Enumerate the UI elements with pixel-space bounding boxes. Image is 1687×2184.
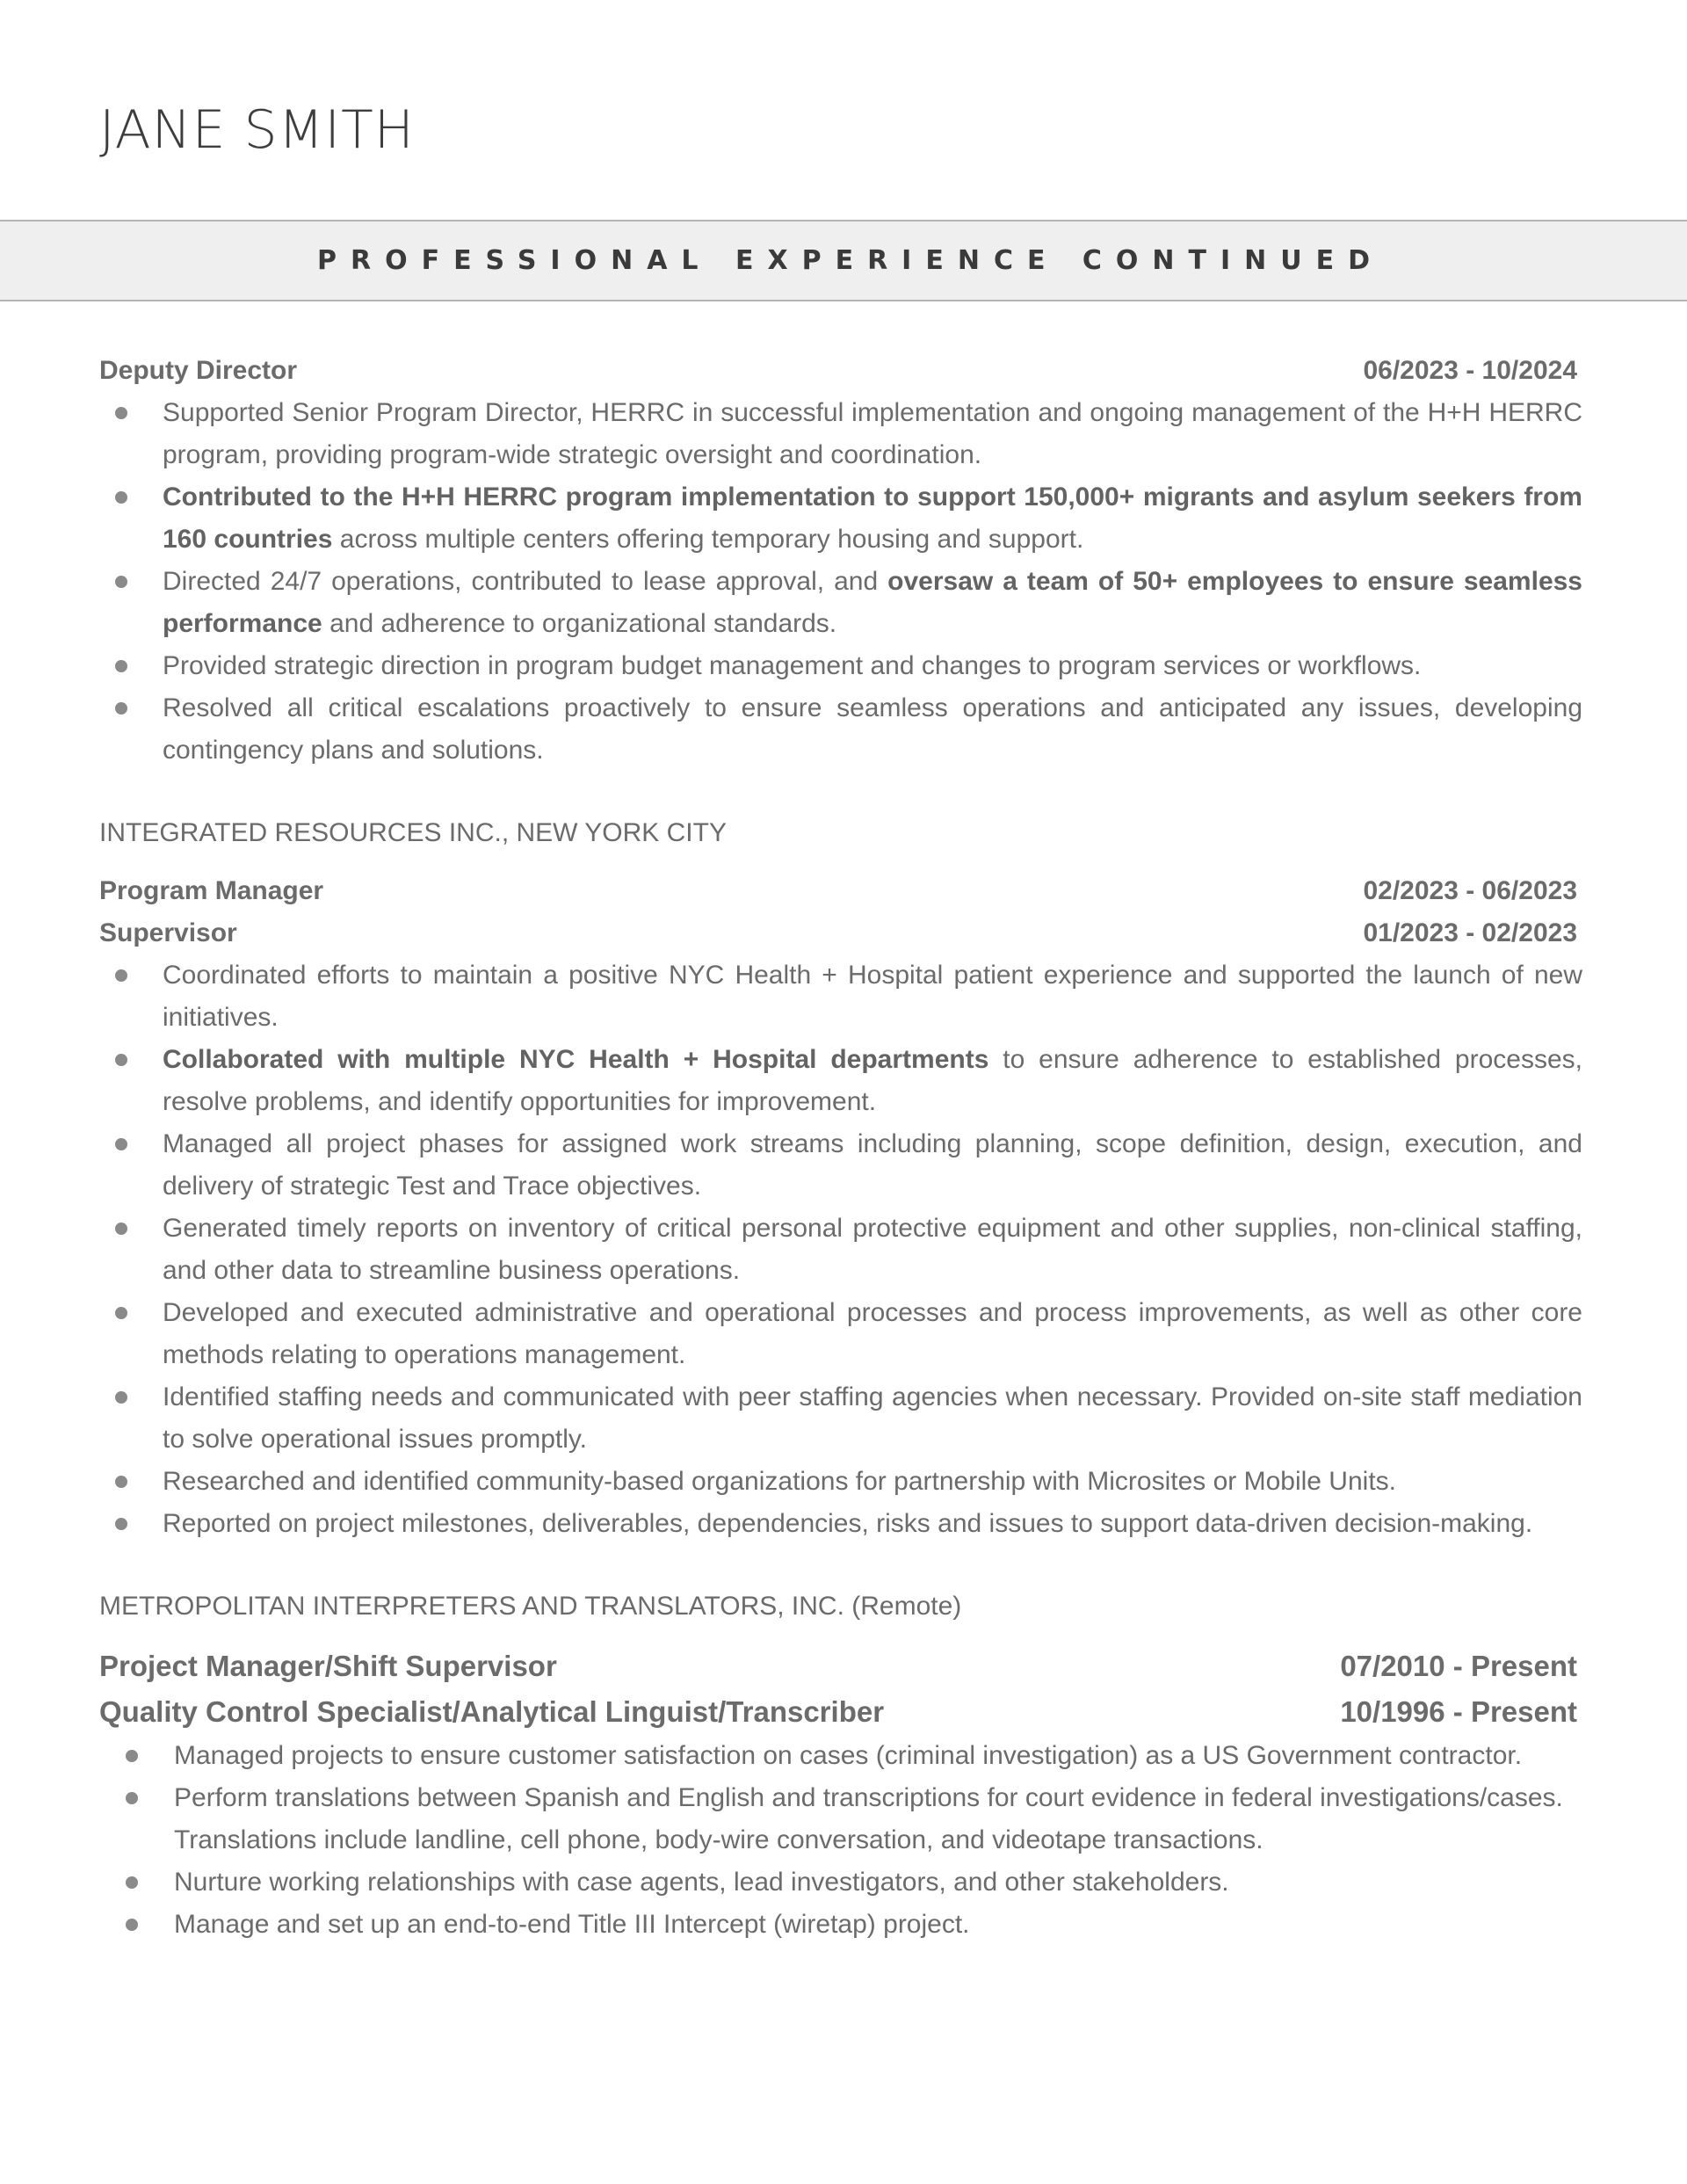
bullet-icon	[115, 969, 127, 982]
job1-bullets	[99, 392, 1582, 772]
list-item: Resolved all critical escalations proactively to ensure seamless operations and anticipated any issues, developing contingency plans and solutions.	[99, 687, 1582, 772]
list-item: Contributed to the H+H HERRC program implementation to support 150,000+ migrants and asylum seekers from 160 countries across multiple centers offering temporary housing and support.	[99, 476, 1582, 561]
section-header-band	[0, 220, 1687, 301]
job-title: Deputy Director	[99, 356, 298, 385]
job-dates: 10/1996 - Present	[1340, 1695, 1577, 1728]
bullet-icon	[115, 491, 127, 504]
list-item: Generated timely reports on inventory of critical personal protective equipment and other supplies, non-clinical staffing, and other data to streamline business operations.	[99, 1208, 1582, 1292]
bullet-icon	[115, 576, 127, 588]
bullet-icon	[115, 1138, 127, 1150]
job-deputy-director	[99, 350, 1582, 392]
job-quality-control	[99, 1689, 1582, 1735]
job-title: Project Manager/Shift Supervisor	[99, 1650, 557, 1682]
job-dates: 07/2010 - Present	[1340, 1650, 1577, 1682]
job-title: Supervisor	[99, 918, 237, 947]
candidate-name: JANE SMITH	[99, 99, 415, 161]
list-item: Managed projects to ensure customer satisfaction on cases (criminal investigation) as a US Government contractor.	[99, 1735, 1582, 1777]
job-dates: 06/2023 - 10/2024	[1363, 356, 1577, 385]
bullet-icon	[115, 1391, 127, 1404]
job3-bullets	[99, 1735, 1582, 1946]
job-dates: 01/2023 - 02/2023	[1363, 918, 1577, 947]
list-item: Collaborated with multiple NYC Health + Hospital departments to ensure adherence to established processes, resolve problems, and identify opportunities for improvement.	[99, 1039, 1582, 1123]
list-item: Perform translations between Spanish and English and transcriptions for court evidence in federal investigations/cases. Translations include landline, cell phone, body-wire conversation, and videotape transactions.	[99, 1777, 1582, 1861]
bullet-icon	[115, 1223, 127, 1235]
job2-bullets	[99, 954, 1582, 1545]
list-item: Developed and executed administrative and operational processes and process improvements, as well as other core methods relating to operations management.	[99, 1292, 1582, 1376]
experience-content	[99, 350, 1582, 1946]
list-item: Manage and set up an end-to-end Title III Intercept (wiretap) project.	[99, 1904, 1582, 1946]
list-item: Managed all project phases for assigned work streams including planning, scope definition, design, execution, and delivery of strategic Test and Trace objectives.	[99, 1123, 1582, 1208]
list-item: Supported Senior Program Director, HERRC in successful implementation and ongoing management of the H+H HERRC program, providing program-wide strategic oversight and coordination.	[99, 392, 1582, 476]
job-title: Program Manager	[99, 876, 324, 905]
list-item: Coordinated efforts to maintain a positive NYC Health + Hospital patient experience and supported the launch of new initiatives.	[99, 954, 1582, 1039]
bullet-icon	[126, 1919, 138, 1931]
bullet-icon	[115, 1054, 127, 1066]
bullet-icon	[126, 1750, 138, 1762]
bullet-icon	[115, 407, 127, 419]
job-dates: 02/2023 - 06/2023	[1363, 876, 1577, 905]
company-name: METROPOLITAN INTERPRETERS AND TRANSLATORS, INC. (Remote)	[99, 1592, 962, 1621]
job-project-manager	[99, 1643, 1582, 1689]
list-item: Identified staffing needs and communicated with peer staffing agencies when necessary. Provided on-site staff mediation to solve operational issues promptly.	[99, 1376, 1582, 1461]
list-item: Reported on project milestones, deliverables, dependencies, risks and issues to support data-driven decision-making.	[99, 1503, 1582, 1545]
job-supervisor	[99, 912, 1582, 954]
list-item: Directed 24/7 operations, contributed to lease approval, and oversaw a team of 50+ employees to ensure seamless performance and adherence to organizational standards.	[99, 561, 1582, 645]
job-program-manager	[99, 870, 1582, 912]
bullet-icon	[115, 1476, 127, 1488]
bullet-icon	[115, 1307, 127, 1319]
list-item: Researched and identified community-based organizations for partnership with Microsites or Mobile Units.	[99, 1461, 1582, 1503]
bullet-icon	[115, 1518, 127, 1530]
list-item: Nurture working relationships with case agents, lead investigators, and other stakeholders.	[99, 1861, 1582, 1904]
bullet-icon	[126, 1876, 138, 1889]
list-item: Provided strategic direction in program budget management and changes to program services or workflows.	[99, 645, 1582, 687]
bullet-icon	[115, 660, 127, 672]
section-title: PROFESSIONAL EXPERIENCE CONTINUED	[316, 245, 1385, 276]
bullet-icon	[115, 702, 127, 715]
company-name: INTEGRATED RESOURCES INC., NEW YORK CITY	[99, 818, 727, 847]
job-title: Quality Control Specialist/Analytical Linguist/Transcriber	[99, 1695, 885, 1728]
bullet-icon	[126, 1792, 138, 1804]
